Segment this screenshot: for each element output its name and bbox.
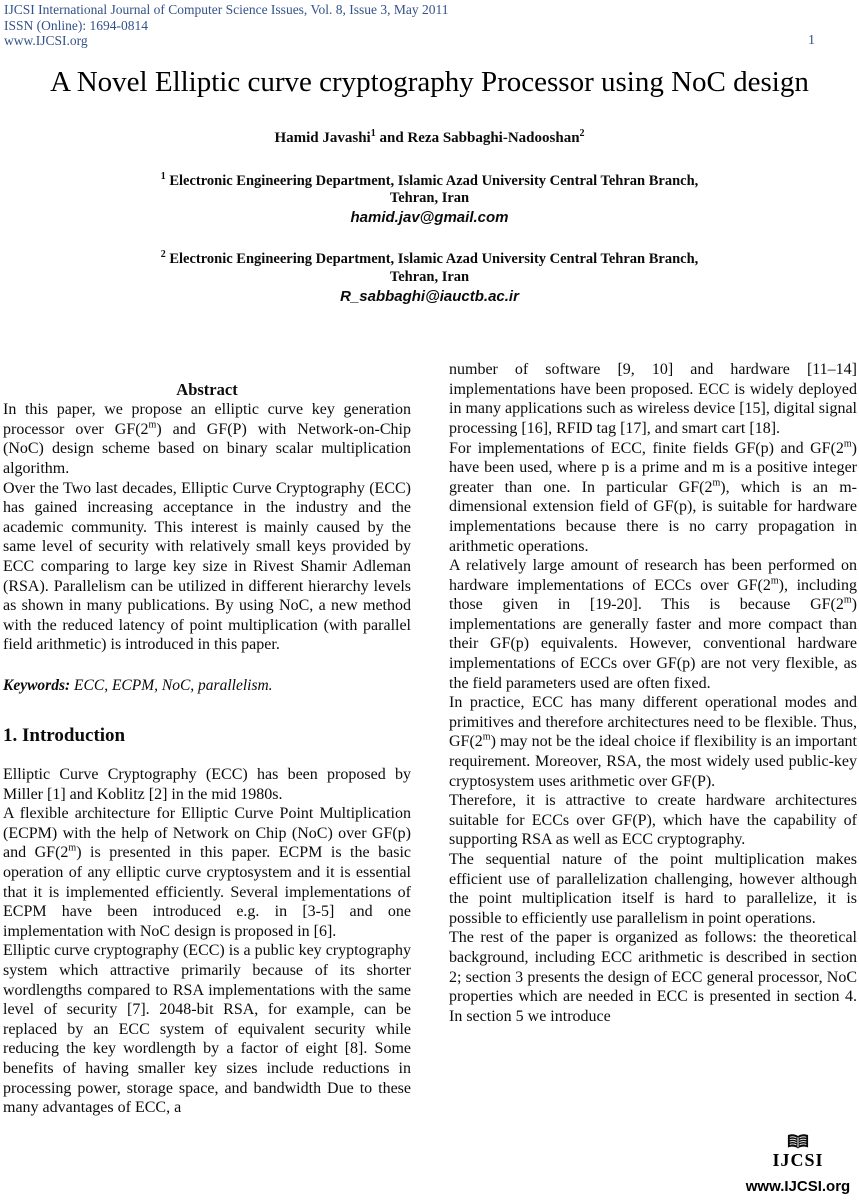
- affiliation-2-line1: $^2$ Electronic Engineering Department, Islamic Azad University Central Tehran Branch,: [160, 249, 699, 268]
- paragraph: The rest of the paper is organized as follows: the theoretical background, including ECC arithmetic is described in section 2; section 3 presents the design of ECC general processor, NoC properties which are needed in ECC is presented in section 4. In section 5 we introduce: [449, 929, 857, 1025]
- paragraph: Elliptic Curve Cryptography (ECC) has been proposed by Miller [1] and Koblitz [2] in the mid 1980s.: [3, 766, 411, 803]
- ijcsi-logo-text: IJCSI: [772, 1150, 824, 1170]
- ijcsi-logo: [743, 1133, 853, 1195]
- book-icon: [787, 1133, 809, 1150]
- right-column: [449, 360, 857, 1118]
- paragraph: For implementations of ECC, finite fields GF(p) and GF(2$^m$) have been used, where p is a prime and m is a positive integer greater than one. In particular GF(2$^m$), which is an m-dimensional extension field of GF(p), is suitable for hardware implementations because there is no carry propagation in arithmetic operations.: [449, 438, 857, 555]
- abstract-body: [3, 400, 411, 655]
- paragraph: A relatively large amount of research has been performed on hardware implementations of ECCs over GF(2$^m$), including those given in [19-20]. This is because GF(2$^m$) implementations are generally faster and more compact than their GF(p) equivalents. However, conventional hardware implementations of ECCs over GF(p) are not very flexible, as the field parameters used are often fixed.: [449, 557, 858, 692]
- footer-url: www.IJCSI.org: [745, 1178, 851, 1195]
- paragraph: number of software [9, 10] and hardware [11–14] implementations have been proposed. ECC is widely deployed in many applications such as wireless device [15], digital signal processing [16], RFID tag [17], and smart cart [18].: [449, 361, 857, 437]
- keywords-line: [3, 676, 411, 696]
- paragraph: In this paper, we propose an elliptic curve key generation processor over GF(2$^m$) and GF(P) with Network-on-Chip (NoC) design scheme based on binary scalar multiplication algorithm.: [3, 401, 411, 477]
- paragraph: In practice, ECC has many different operational modes and primitives and therefore architectures need to be flexible. Thus, GF(2$^m$) may not be the ideal choice if flexibility is an important requirement. Moreover, RSA, the most widely used public-key cryptosystem uses arithmetic over GF(P).: [449, 694, 857, 790]
- page-number: 1: [808, 33, 815, 48]
- keywords-text: ECC, ECPM, NoC, parallelism.: [70, 676, 273, 694]
- section-heading-introduction: 1. Introduction: [3, 725, 126, 747]
- keywords-label: Keywords:: [3, 676, 71, 694]
- affiliation-1-city: Tehran, Iran: [389, 190, 470, 207]
- paragraph: Over the Two last decades, Elliptic Curve Cryptography (ECC) has gained increasing acceptance in the industry and the academic community. This interest is mainly caused by the same level of security with relatively small keys provided by ECC comparing to large key size in Rivest Shamir Adleman (RSA). Parallelism can be utilized in different hierarchy levels as shown in many publications. By using NoC, a new method with the reduced latency of point multiplication (with parallel field arithmetic) is introduced in this paper.: [3, 479, 411, 654]
- author-2-email: R_sabbaghi@iauctb.ac.ir: [340, 288, 519, 306]
- abstract-heading: Abstract: [176, 380, 238, 400]
- journal-header: [0, 0, 859, 49]
- introduction-body: [3, 765, 411, 1118]
- authors-line: Hamid Javashi$^1$ and Reza Sabbaghi-Nadooshan$^2$: [274, 127, 585, 146]
- author-1-email: hamid.jav@gmail.com: [350, 209, 509, 227]
- affiliation-1-line1: $^1$ Electronic Engineering Department, Islamic Azad University Central Tehran Branch,: [160, 170, 699, 189]
- affiliation-2: [0, 246, 859, 306]
- journal-header-lines: [4, 2, 448, 49]
- paper-title: A Novel Elliptic curve cryptography Processor using NoC design: [50, 65, 809, 98]
- affiliation-1: [0, 168, 859, 228]
- body-columns: [0, 360, 859, 1118]
- journal-header-line1: IJCSI International Journal of Computer Science Issues, Vol. 8, Issue 3, May 2011: [4, 2, 449, 17]
- affiliation-2-city: Tehran, Iran: [389, 269, 470, 286]
- left-column: [3, 360, 411, 1118]
- paragraph: Elliptic curve cryptography (ECC) is a public key cryptography system which attractive primarily because of its shorter wordlengths compared to RSA implementations with the same level of security [7]. 2048-bit RSA, for example, can be replaced by an ECC system of equivalent security while reducing the key wordlength by a factor of eight [8]. Some benefits of having smaller key sizes include reductions in processing power, storage space, and bandwidth Due to these many advantages of ECC, a: [3, 942, 411, 1117]
- paragraph: The sequential nature of the point multiplication makes efficient use of parallelization challenging, however although the point multiplication itself is hard to parallelize, it is possible to efficiently use parallelism in point operations.: [449, 851, 857, 927]
- right-column-body: [449, 360, 857, 1026]
- journal-header-url: www.IJCSI.org: [4, 33, 88, 48]
- paragraph: Therefore, it is attractive to create hardware architectures suitable for ECCs over GF(P), which have the capability of supporting RSA as well as ECC cryptography.: [449, 792, 857, 849]
- paragraph: A flexible architecture for Elliptic Curve Point Multiplication (ECPM) with the help of Network on Chip (NoC) over GF(p) and GF(2$^m$) is presented in this paper. ECPM is the basic operation of any elliptic curve cryptosystem and it is essential that it is implemented efficiently. Several implementations of ECPM have been introduced e.g. in [3-5] and one implementation with NoC design is proposed in [6].: [3, 805, 411, 940]
- journal-header-line2: ISSN (Online): 1694-0814: [4, 17, 148, 33]
